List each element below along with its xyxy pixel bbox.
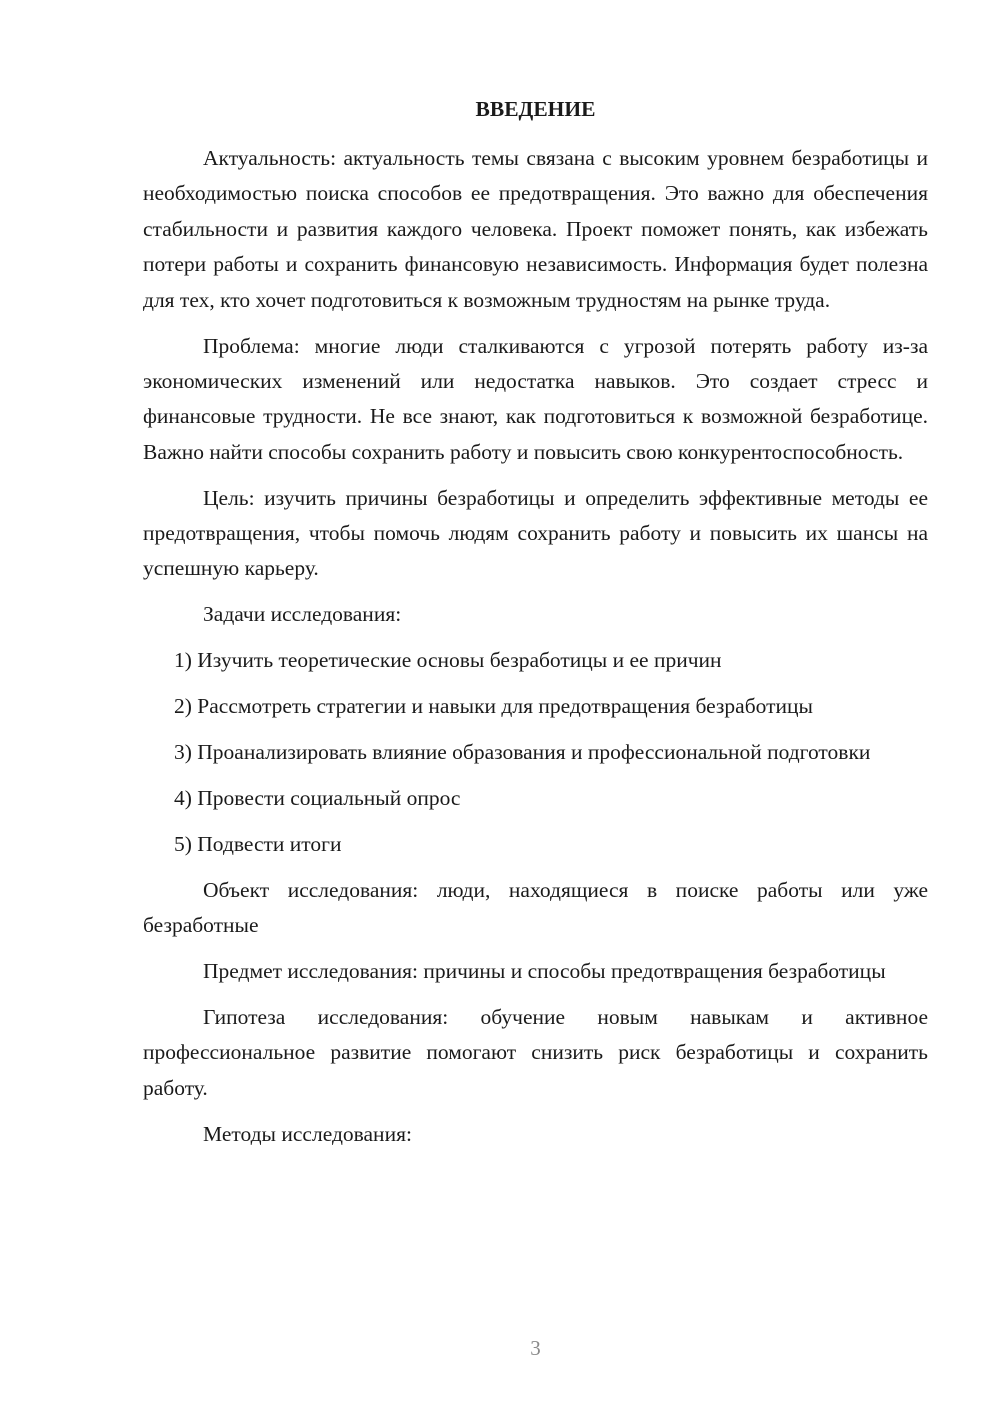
- task-item: 5) Подвести итоги: [174, 831, 342, 856]
- task-item: 3) Проанализировать влияние образования и профессиональной подготовки: [174, 740, 871, 765]
- paragraph-problem: Проблема: многие люди сталкиваются с угрозой потерять работу из-за экономических изменений или недостатка навыков. Это создает стресс и финансовые трудности. Не все знают, как подготовиться к возможной безработице. Важно найти способы сохранить работу и повысить свою конкурентоспособность.: [143, 333, 928, 464]
- page-number: 3: [530, 1336, 541, 1360]
- task-item: 1) Изучить теоретические основы безработицы и ее причин: [174, 648, 722, 673]
- paragraph-goal: Цель: изучить причины безработицы и определить эффективные методы ее предотвращения, чтобы помочь людям сохранить работу и повысить их шансы на успешную карьеру.: [143, 485, 928, 581]
- methods-heading: Методы исследования:: [203, 1121, 412, 1146]
- tasks-list: [143, 643, 928, 862]
- task-item: 4) Провести социальный опрос: [174, 786, 461, 810]
- document-page: [143, 92, 928, 1163]
- section-title: ВВЕДЕНИЕ: [475, 97, 596, 121]
- paragraph-hypothesis: Гипотеза исследования: обучение новым навыкам и активное профессиональное развитие помогают снизить риск безработицы и сохранить работу.: [143, 1005, 928, 1100]
- paragraph-subject: Предмет исследования: причины и способы предотвращения безработицы: [203, 959, 886, 984]
- paragraph-relevance: Актуальность: актуальность темы связана с высоким уровнем безработицы и необходимостью поиска способов ее предотвращения. Это важно для обеспечения стабильности и развития каждого человека. Проект поможет понять, как избежать потери работы и сохранить финансовую независимость. Информация будет полезна для тех, кто хочет подготовиться к возможным трудностям на рынке труда.: [143, 146, 928, 312]
- tasks-heading: Задачи исследования:: [203, 602, 402, 627]
- paragraph-object: Объект исследования: люди, находящиеся в поиске работы или уже безработные: [143, 877, 928, 938]
- task-item: 2) Рассмотреть стратегии и навыки для предотвращения безработицы: [174, 694, 813, 719]
